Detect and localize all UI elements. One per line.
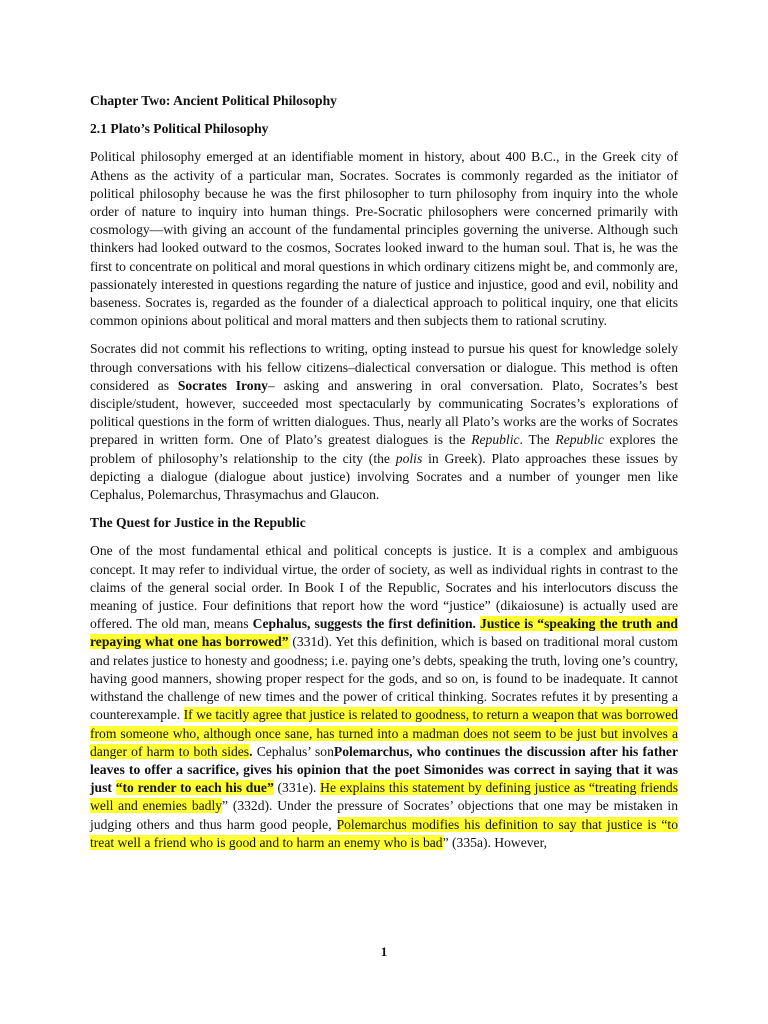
highlight-render-each-due: “to render to each his due”	[115, 780, 274, 796]
socrates-irony-term: Socrates Irony	[177, 377, 268, 393]
highlight-polemarchus-modifies: Polemarchus modifies his definition to say that justice is “to treat well a friend who is good and to harm an enemy who is bad	[90, 816, 678, 850]
subheading-quest-for-justice: The Quest for Justice in the Republic	[90, 515, 306, 531]
republic-title-2: Republic	[555, 432, 604, 448]
bold-period: .	[249, 743, 253, 759]
cephalus-definition-bold: Cephalus, suggests the first definition.	[252, 616, 476, 632]
highlight-cephalus-definition: Justice is “speaking the truth and repaying what one has borrowed”	[90, 616, 678, 650]
paragraph-2-text-1: Socrates did not commit his reflections to writing, opting instead to pursue his quest for knowledge solely through conversations with his fellow citizens–dialectical conversation or dialogue. This method is often considered as	[90, 341, 678, 393]
paragraph-2-text-2: – asking and answering in oral conversation. Plato, Socrates’s best disciple/student, however, succeeded most spectacularly by communicating Socrates’s explorations of political questions in the form of written dialogues. Thus, nearly all Plato’s works are the works of Socrates prepared in written form. One of Plato’s greatest dialogues is the	[90, 377, 678, 448]
paragraph-3	[90, 542, 678, 851]
chapter-title: Chapter Two: Ancient Political Philosophy	[90, 93, 337, 108]
republic-title-1: Republic	[471, 432, 520, 448]
paragraph-3-text-5: (331e).	[273, 780, 321, 796]
paragraph-3-text-6: ” (332d). Under the pressure of Socrates’ objections that one may be mistaken in judging others and thus harm good people,	[90, 798, 678, 832]
polemarchus-bold: Polemarchus, who continues the discussion after his father leaves to offer a sacrifice, gives his opinion that the poet Simonides was correct in saying that it was just	[90, 743, 678, 796]
paragraph-2	[90, 340, 678, 504]
highlight-counterexample: If we tacitly agree that justice is related to goodness, to return a weapon that was borrowed from someone who, although once sane, has turned into a madman does not seem to be just but involves a danger of harm to both sides	[90, 707, 678, 759]
paragraph-3-text-3: (331d). Yet this definition, which is based on traditional moral custom and relates justice to honesty and goodness; i.e. paying one’s debts, speaking the truth, loving one’s country, having good manners, showing proper respect for the gods, and so on, is found to be inadequate. It cannot withstand the challenge of new times and the power of critical thinking. Socrates refutes it by presenting a counterexample.	[90, 634, 678, 723]
document-page	[90, 92, 678, 862]
paragraph-1: Political philosophy emerged at an identifiable moment in history, about 400 B.C., in the Greek city of Athens as the activity of a particular man, Socrates. Socrates is commonly regarded as the initiator of political philosophy because he was the first philosopher to turn philosophy from inquiry into the whole order of nature to inquiry into human things. Pre-Socratic philosophers were concerned primarily with cosmology—with giving an account of the fundamental principles governing the universe. Although such thinkers had looked outward to the cosmos, Socrates looked inward to the human soul. That is, he was the first to concentrate on political and moral questions in which ordinary citizens might be, and commonly are, passionately interested in questions regarding the nature of justice and injustice, good and evil, nobility and baseness. Socrates is, regarded as the founder of a dialectical approach to political inquiry, one that elicits common opinions about political and moral matters and then subjects them to rational scrutiny.	[90, 149, 678, 329]
section-title: 2.1 Plato’s Political Philosophy	[90, 121, 269, 137]
paragraph-3-text-1: One of the most fundamental ethical and political concepts is justice. It is a complex and ambiguous concept. It may refer to individual virtue, the order of society, as well as individual rights in contrast to the claims of the general social order. In Book I of the Republic, Socrates and his interlocutors discuss the meaning of justice. Four definitions that report how the word “justice” (dikaiosune) is actually used are offered. The old man, means	[90, 543, 678, 632]
paragraph-3-text-7: ” (335a). However,	[442, 834, 547, 850]
paragraph-2-text-3: . The	[519, 432, 556, 448]
paragraph-2-text-4: explores the problem of philosophy’s relationship to the city (the	[90, 432, 678, 466]
polis-term: polis	[395, 450, 423, 466]
page-number: 1	[380, 944, 388, 959]
paragraph-2-text-5: in Greek). Plato approaches these issues by depicting a dialogue (dialogue about justice) involving Socrates and a number of younger men like Cephalus, Polemarchus, Thrasymachus and Glaucon.	[90, 450, 678, 503]
highlight-friends-enemies: He explains this statement by defining justice as “treating friends well and enemies badly	[90, 780, 678, 814]
paragraph-3-text-4: Cephalus’ son	[252, 743, 334, 759]
